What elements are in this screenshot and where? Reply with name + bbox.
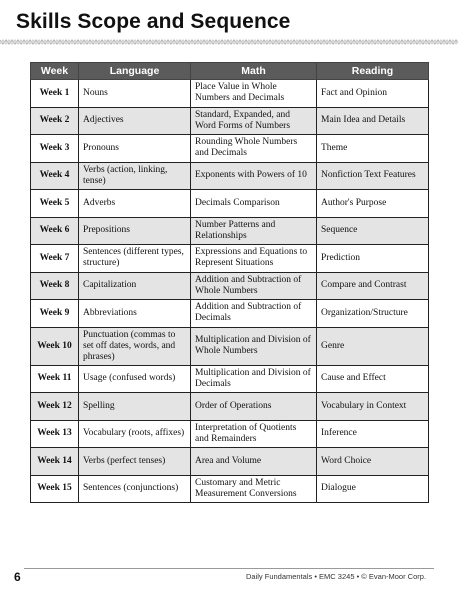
reading-cell: Dialogue <box>317 475 429 503</box>
math-cell: Customary and Metric Measurement Conversions <box>191 475 317 503</box>
language-cell: Usage (confused words) <box>79 365 191 393</box>
reading-cell: Fact and Opinion <box>317 80 429 108</box>
language-cell: Sentences (different types, structure) <box>79 245 191 273</box>
table-row <box>31 107 429 135</box>
math-cell: Addition and Subtraction of Decimals <box>191 300 317 328</box>
reading-cell: Prediction <box>317 245 429 273</box>
math-cell: Number Patterns and Relationships <box>191 217 317 245</box>
week-cell: Week 11 <box>31 365 79 393</box>
reading-cell: Vocabulary in Context <box>317 393 429 421</box>
table-row <box>31 135 429 163</box>
reading-cell: Sequence <box>317 217 429 245</box>
math-cell: Area and Volume <box>191 448 317 476</box>
week-cell: Week 1 <box>31 80 79 108</box>
week-cell: Week 13 <box>31 420 79 448</box>
header-week: Week <box>31 63 79 80</box>
math-cell: Decimals Comparison <box>191 190 317 218</box>
language-cell: Adverbs <box>79 190 191 218</box>
table-header-row <box>31 63 429 80</box>
table-row <box>31 327 429 365</box>
week-cell: Week 6 <box>31 217 79 245</box>
table-row <box>31 80 429 108</box>
week-cell: Week 14 <box>31 448 79 476</box>
table-row <box>31 448 429 476</box>
language-cell: Prepositions <box>79 217 191 245</box>
language-cell: Capitalization <box>79 272 191 300</box>
language-cell: Spelling <box>79 393 191 421</box>
math-cell: Addition and Subtraction of Whole Numbers <box>191 272 317 300</box>
week-cell: Week 3 <box>31 135 79 163</box>
math-cell: Standard, Expanded, and Word Forms of Numbers <box>191 107 317 135</box>
reading-cell: Author's Purpose <box>317 190 429 218</box>
reading-cell: Main Idea and Details <box>317 107 429 135</box>
week-cell: Week 7 <box>31 245 79 273</box>
table-row <box>31 475 429 503</box>
table-row <box>31 420 429 448</box>
reading-cell: Compare and Contrast <box>317 272 429 300</box>
language-cell: Punctuation (commas to set off dates, words, and phrases) <box>79 327 191 365</box>
table-body <box>31 80 429 503</box>
week-cell: Week 10 <box>31 327 79 365</box>
week-cell: Week 12 <box>31 393 79 421</box>
math-cell: Interpretation of Quotients and Remainders <box>191 420 317 448</box>
zigzag-divider <box>0 37 458 47</box>
language-cell: Verbs (perfect tenses) <box>79 448 191 476</box>
week-cell: Week 15 <box>31 475 79 503</box>
reading-cell: Inference <box>317 420 429 448</box>
reading-cell: Organization/Structure <box>317 300 429 328</box>
math-cell: Rounding Whole Numbers and Decimals <box>191 135 317 163</box>
footer-divider <box>24 568 434 569</box>
math-cell: Order of Operations <box>191 393 317 421</box>
math-cell: Place Value in Whole Numbers and Decimals <box>191 80 317 108</box>
skills-table <box>30 62 429 503</box>
week-cell: Week 4 <box>31 162 79 190</box>
reading-cell: Genre <box>317 327 429 365</box>
table-row <box>31 300 429 328</box>
header-language: Language <box>79 63 191 80</box>
math-cell: Multiplication and Division of Decimals <box>191 365 317 393</box>
reading-cell: Nonfiction Text Features <box>317 162 429 190</box>
math-cell: Multiplication and Division of Whole Numbers <box>191 327 317 365</box>
page-number: 6 <box>14 570 21 584</box>
language-cell: Sentences (conjunctions) <box>79 475 191 503</box>
week-cell: Week 9 <box>31 300 79 328</box>
reading-cell: Word Choice <box>317 448 429 476</box>
page-title: Skills Scope and Sequence <box>16 10 291 33</box>
language-cell: Verbs (action, linking, tense) <box>79 162 191 190</box>
header-math: Math <box>191 63 317 80</box>
language-cell: Adjectives <box>79 107 191 135</box>
language-cell: Pronouns <box>79 135 191 163</box>
reading-cell: Theme <box>317 135 429 163</box>
table-row <box>31 162 429 190</box>
table-row <box>31 272 429 300</box>
math-cell: Exponents with Powers of 10 <box>191 162 317 190</box>
language-cell: Nouns <box>79 80 191 108</box>
table-row <box>31 190 429 218</box>
week-cell: Week 2 <box>31 107 79 135</box>
language-cell: Vocabulary (roots, affixes) <box>79 420 191 448</box>
table-row <box>31 217 429 245</box>
week-cell: Week 8 <box>31 272 79 300</box>
week-cell: Week 5 <box>31 190 79 218</box>
language-cell: Abbreviations <box>79 300 191 328</box>
math-cell: Expressions and Equations to Represent Situations <box>191 245 317 273</box>
footer-credit: Daily Fundamentals • EMC 3245 • © Evan-Moor Corp. <box>245 572 426 581</box>
table-row <box>31 245 429 273</box>
table-row <box>31 365 429 393</box>
reading-cell: Cause and Effect <box>317 365 429 393</box>
table-row <box>31 393 429 421</box>
header-reading: Reading <box>317 63 429 80</box>
